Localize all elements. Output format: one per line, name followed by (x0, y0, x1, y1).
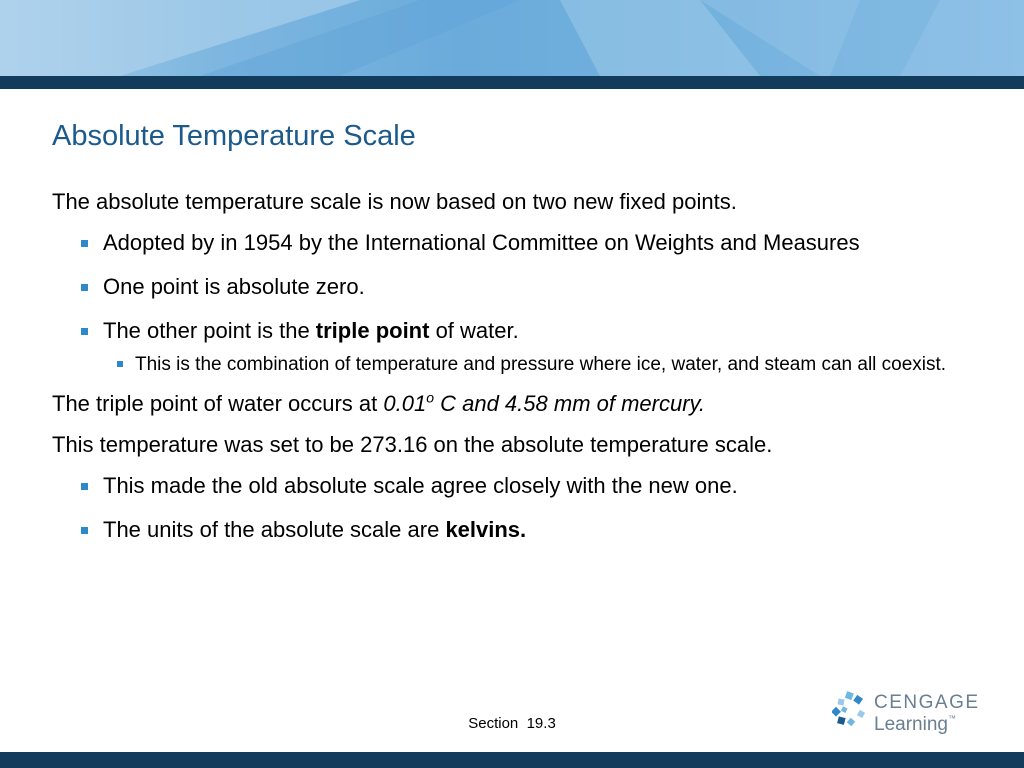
bullet-triple-point-text-before: The other point is the (103, 318, 316, 343)
paragraph-fixed-points: The absolute temperature scale is now based on two new fixed points. (52, 189, 737, 214)
degree-superscript: o (426, 389, 434, 406)
bullet-adopted (52, 227, 982, 258)
bullet-agree-text: This made the old absolute scale agree closely with the new one. (103, 473, 738, 498)
bullet-marker (81, 328, 88, 335)
bullet-marker (81, 284, 88, 291)
slide-title: Absolute Temperature Scale (52, 120, 416, 152)
triple-point-conditions: C and 4.58 mm of mercury. (434, 391, 706, 416)
sub-bullet-coexist-text: This is the combination of temperature and pressure where ice, water, and steam can all coexist. (135, 354, 947, 375)
trademark-symbol: ™ (947, 714, 956, 723)
paragraph-273: This temperature was set to be 273.16 on the absolute temperature scale. (52, 432, 773, 457)
cengage-logo (832, 690, 982, 740)
bullet-units-bold: kelvins. (445, 517, 527, 542)
header-decoration (0, 0, 1024, 76)
triple-point-value: 0.01 (383, 391, 427, 416)
learning-wordmark-text: Learning (874, 714, 948, 735)
bullet-marker (81, 483, 88, 490)
sub-bullet-marker (117, 361, 123, 367)
cengage-wordmark: CENGAGE (874, 692, 980, 713)
bullet-adopted-text: Adopted by in 1954 by the International Committee on Weights and Measures (103, 230, 860, 255)
cengage-logo-mark-icon (832, 690, 868, 730)
header-rule (0, 76, 1024, 89)
paragraph-triple-point-value (52, 388, 982, 420)
bullet-marker (81, 240, 88, 247)
bullet-agree (52, 470, 982, 501)
bullet-triple-point-bold: triple point (315, 318, 430, 343)
bullet-units-text-before: The units of the absolute scale are (103, 517, 446, 542)
triple-point-text-before: The triple point of water occurs at (52, 391, 384, 416)
bullet-absolute-zero (52, 271, 982, 302)
bullet-absolute-zero-text: One point is absolute zero. (103, 274, 365, 299)
header-band (0, 0, 1024, 76)
sub-bullet-coexist (52, 351, 982, 378)
bullet-units (52, 514, 982, 545)
learning-wordmark (874, 714, 956, 736)
slide-body (52, 186, 982, 558)
bullet-marker (81, 527, 88, 534)
bullet-triple-point-text-after: of water. (429, 318, 519, 343)
bullet-triple-point (52, 315, 982, 346)
footer-rule (0, 752, 1024, 768)
section-label: Section 19.3 (468, 715, 556, 732)
